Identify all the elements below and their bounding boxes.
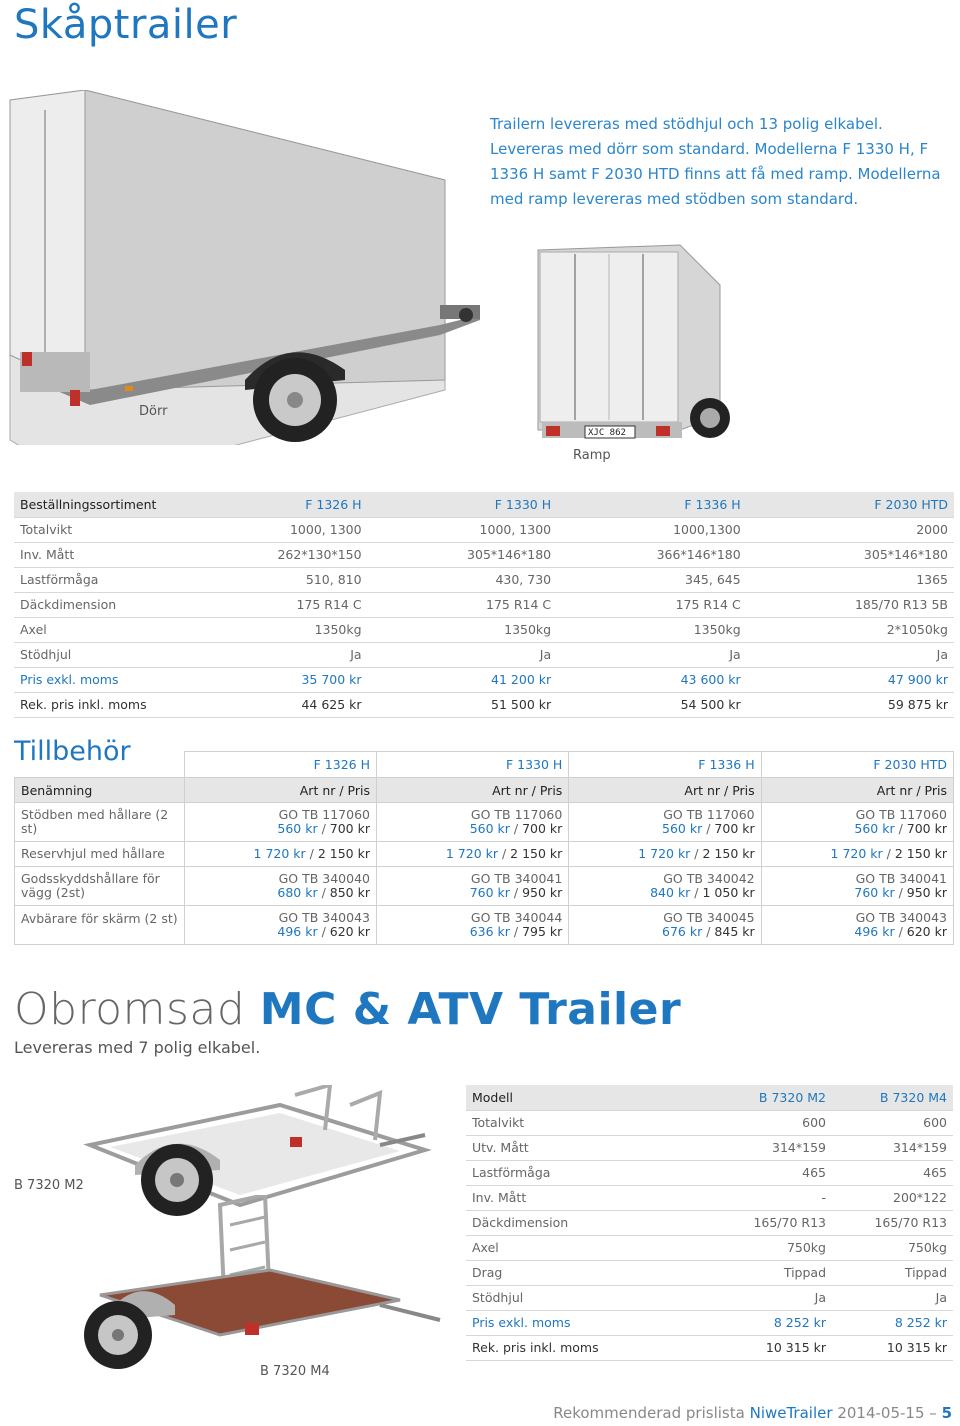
table-cell: 1350kg (368, 617, 558, 642)
spec-header-cell: F 2030 HTD (747, 492, 954, 517)
label-m2: B 7320 M2 (14, 1178, 84, 1193)
accessory-cell: GO TB 340042 840 kr / 1 050 kr (569, 867, 761, 906)
row-label: Utv. Mått (466, 1135, 711, 1160)
table-cell: - (711, 1185, 832, 1210)
art-number: GO TB 340042 (663, 871, 755, 886)
accessory-cell: 1 720 kr / 2 150 kr (761, 842, 953, 867)
row-label: Däckdimension (466, 1210, 711, 1235)
price-a: 840 kr (650, 885, 691, 900)
accessory-name: Avbärare för skärm (2 st) (15, 906, 185, 945)
table-row (14, 542, 954, 567)
price-cell: 44 625 kr (178, 692, 368, 717)
price-b: 620 kr (329, 924, 370, 939)
price-b: 2 150 kr (510, 846, 563, 861)
accessory-cell: GO TB 117060 560 kr / 700 kr (184, 803, 376, 842)
price-b: 845 kr (714, 924, 755, 939)
price-cell: 43 600 kr (557, 667, 747, 692)
accessories-table (14, 751, 954, 945)
table-cell: 175 R14 C (557, 592, 747, 617)
mc-section-title (14, 984, 681, 1035)
table-cell: 1000, 1300 (178, 517, 368, 542)
accessory-cell: GO TB 340043 496 kr / 620 kr (184, 906, 376, 945)
row-label: Axel (14, 617, 178, 642)
caption-ramp: Ramp (573, 448, 611, 463)
spec-header-cell: F 1326 H (178, 492, 368, 517)
price-incl-row (14, 692, 954, 717)
accessory-cell: GO TB 117060 560 kr / 700 kr (761, 803, 953, 842)
row-label: Inv. Mått (466, 1185, 711, 1210)
price-a: 496 kr (854, 924, 895, 939)
accessory-cell: GO TB 117060 560 kr / 700 kr (569, 803, 761, 842)
price-cell: 35 700 kr (178, 667, 368, 692)
header-cell: Art nr / Pris (569, 778, 761, 803)
table-cell: 600 (711, 1110, 832, 1135)
accessory-cell: GO TB 340045 676 kr / 845 kr (569, 906, 761, 945)
mc-trailer-m4-image (40, 1195, 460, 1370)
row-label: Lastförmåga (466, 1160, 711, 1185)
header-cell: Art nr / Pris (184, 778, 376, 803)
spec-header-cell: F 1330 H (368, 492, 558, 517)
table-cell: 305*146*180 (368, 542, 558, 567)
table-cell: 314*159 (711, 1135, 832, 1160)
row-label: Stödhjul (14, 642, 178, 667)
row-label: Totalvikt (14, 517, 178, 542)
price-excl-row (466, 1310, 953, 1335)
accessory-cell: GO TB 340043 496 kr / 620 kr (761, 906, 953, 945)
header-cell: Benämning (15, 778, 185, 803)
table-cell: Ja (747, 642, 954, 667)
row-label: Rek. pris inkl. moms (14, 692, 178, 717)
price-cell: 51 500 kr (368, 692, 558, 717)
row-label: Pris exkl. moms (466, 1310, 711, 1335)
table-row (466, 1260, 953, 1285)
table-cell: Ja (368, 642, 558, 667)
spec-header-row (14, 492, 954, 517)
table-row (466, 1185, 953, 1210)
header-cell: Modell (466, 1085, 711, 1110)
spec-table (14, 492, 954, 718)
price-incl-row (466, 1335, 953, 1360)
table-row (14, 617, 954, 642)
price-a: 676 kr (662, 924, 703, 939)
art-number: GO TB 340041 (855, 871, 947, 886)
art-number: GO TB 117060 (278, 807, 370, 822)
table-cell: 750kg (832, 1235, 953, 1260)
model-header: F 1336 H (569, 752, 761, 778)
model-header: F 1326 H (184, 752, 376, 778)
table-cell: Ja (832, 1285, 953, 1310)
price-cell: 8 252 kr (711, 1310, 832, 1335)
art-number: GO TB 340043 (278, 910, 370, 925)
page-footer (553, 1404, 952, 1422)
model-header: F 1330 H (376, 752, 568, 778)
art-number: GO TB 340040 (278, 871, 370, 886)
price-b: 795 kr (522, 924, 563, 939)
table-cell: 510, 810 (178, 567, 368, 592)
price-a: 1 720 kr (638, 846, 691, 861)
table-cell: 185/70 R13 5B (747, 592, 954, 617)
accessories-header-row (15, 778, 954, 803)
footer-brand: NiweTrailer (749, 1404, 833, 1422)
table-row (466, 1285, 953, 1310)
table-cell: Tippad (711, 1260, 832, 1285)
empty-cell (15, 752, 185, 778)
art-number: GO TB 340045 (663, 910, 755, 925)
price-b: 700 kr (329, 821, 370, 836)
accessories-models-row (15, 752, 954, 778)
table-cell: 200*122 (832, 1185, 953, 1210)
table-cell: 314*159 (832, 1135, 953, 1160)
price-b: 700 kr (906, 821, 947, 836)
art-number: GO TB 340044 (470, 910, 563, 925)
price-cell: 10 315 kr (711, 1335, 832, 1360)
price-b: 850 kr (329, 885, 370, 900)
footer-date: 2014-05-15 (837, 1404, 925, 1422)
table-cell: 305*146*180 (747, 542, 954, 567)
price-b: 2 150 kr (894, 846, 947, 861)
table-cell: 600 (832, 1110, 953, 1135)
table-row (14, 517, 954, 542)
art-number: GO TB 340041 (470, 871, 563, 886)
table-cell: 465 (832, 1160, 953, 1185)
table-cell: 2*1050kg (747, 617, 954, 642)
header-cell: Art nr / Pris (376, 778, 568, 803)
table-row (466, 1135, 953, 1160)
row-label: Pris exkl. moms (14, 667, 178, 692)
accessory-name: Stödben med hållare (2 st) (15, 803, 185, 842)
table-cell: 1350kg (178, 617, 368, 642)
accessory-name: Godsskyddshållare för vägg (2st) (15, 867, 185, 906)
box-trailer-door-image (0, 90, 490, 445)
price-b: 700 kr (714, 821, 755, 836)
price-cell: 8 252 kr (832, 1310, 953, 1335)
table-cell: 1000,1300 (557, 517, 747, 542)
price-cell: 59 875 kr (747, 692, 954, 717)
row-label: Inv. Mått (14, 542, 178, 567)
price-cell: 47 900 kr (747, 667, 954, 692)
table-cell: 165/70 R13 (711, 1210, 832, 1235)
mc-title-light: Obromsad (14, 984, 246, 1035)
table-row (466, 1160, 953, 1185)
row-label: Rek. pris inkl. moms (466, 1335, 711, 1360)
price-excl-row (14, 667, 954, 692)
row-label: Drag (466, 1260, 711, 1285)
table-row (15, 867, 954, 906)
label-m4: B 7320 M4 (260, 1364, 330, 1379)
accessories-title: Tillbehör (14, 736, 131, 767)
model-header: F 2030 HTD (761, 752, 953, 778)
price-cell: 54 500 kr (557, 692, 747, 717)
footer-text: Rekommenderad prislista (553, 1404, 745, 1422)
art-number: GO TB 117060 (470, 807, 563, 822)
accessory-cell: 1 720 kr / 2 150 kr (184, 842, 376, 867)
price-a: 560 kr (277, 821, 318, 836)
table-cell: Ja (557, 642, 747, 667)
header-cell: Art nr / Pris (761, 778, 953, 803)
accessory-name: Reservhjul med hållare (15, 842, 185, 867)
price-b: 1 050 kr (702, 885, 755, 900)
price-a: 760 kr (854, 885, 895, 900)
accessory-cell: GO TB 117060 560 kr / 700 kr (376, 803, 568, 842)
footer-separator: – (929, 1404, 937, 1422)
price-b: 950 kr (522, 885, 563, 900)
header-cell: B 7320 M4 (832, 1085, 953, 1110)
table-row (14, 592, 954, 617)
art-number: GO TB 117060 (663, 807, 755, 822)
intro-text: Trailern levereras med stödhjul och 13 polig elkabel. Levereras med dörr som standard. Modellerna F 1330 H, F 1336 H samt F 2030 HTD finns att få med ramp. Modellerna med ramp levereras med stödben som standard. (490, 115, 941, 208)
table-cell: Ja (178, 642, 368, 667)
caption-door: Dörr (139, 404, 168, 419)
art-number: GO TB 117060 (855, 807, 947, 822)
mc-title-bold: MC & ATV Trailer (259, 984, 682, 1035)
table-cell: 430, 730 (368, 567, 558, 592)
accessory-cell: GO TB 340040 680 kr / 850 kr (184, 867, 376, 906)
price-a: 636 kr (469, 924, 510, 939)
price-b: 2 150 kr (317, 846, 370, 861)
table-cell: 1365 (747, 567, 954, 592)
table-row (14, 567, 954, 592)
table-cell: 750kg (711, 1235, 832, 1260)
table-cell: 262*130*150 (178, 542, 368, 567)
price-cell: 41 200 kr (368, 667, 558, 692)
table-cell: Ja (711, 1285, 832, 1310)
row-label: Axel (466, 1235, 711, 1260)
table-row (15, 803, 954, 842)
table-row (14, 642, 954, 667)
license-plate: XJC 862 (588, 428, 626, 438)
price-a: 560 kr (469, 821, 510, 836)
price-b: 620 kr (906, 924, 947, 939)
table-cell: 1000, 1300 (368, 517, 558, 542)
table-cell: 2000 (747, 517, 954, 542)
row-label: Däckdimension (14, 592, 178, 617)
mc-subtitle: Levereras med 7 polig elkabel. (14, 1038, 261, 1057)
row-label: Totalvikt (466, 1110, 711, 1135)
price-a: 680 kr (277, 885, 318, 900)
row-label: Lastförmåga (14, 567, 178, 592)
row-label: Stödhjul (466, 1285, 711, 1310)
table-cell: 1350kg (557, 617, 747, 642)
price-a: 560 kr (854, 821, 895, 836)
price-a: 1 720 kr (445, 846, 498, 861)
price-a: 1 720 kr (830, 846, 883, 861)
accessory-cell: GO TB 340044 636 kr / 795 kr (376, 906, 568, 945)
table-row (15, 906, 954, 945)
price-a: 496 kr (277, 924, 318, 939)
table-row (466, 1235, 953, 1260)
table-row (15, 842, 954, 867)
mc-spec-table (466, 1085, 953, 1361)
page-title: Skåptrailer (14, 2, 238, 48)
table-cell: Tippad (832, 1260, 953, 1285)
spec-header-cell: Beställningssortiment (14, 492, 178, 517)
accessory-cell: GO TB 340041 760 kr / 950 kr (376, 867, 568, 906)
header-cell: B 7320 M2 (711, 1085, 832, 1110)
price-b: 950 kr (906, 885, 947, 900)
table-row (466, 1110, 953, 1135)
spec-header-cell: F 1336 H (557, 492, 747, 517)
art-number: GO TB 340043 (855, 910, 947, 925)
price-b: 2 150 kr (702, 846, 755, 861)
box-trailer-ramp-image (530, 240, 730, 445)
price-a: 760 kr (469, 885, 510, 900)
table-cell: 175 R14 C (368, 592, 558, 617)
table-cell: 465 (711, 1160, 832, 1185)
accessory-cell: 1 720 kr / 2 150 kr (569, 842, 761, 867)
price-a: 560 kr (662, 821, 703, 836)
table-row (466, 1210, 953, 1235)
table-cell: 366*146*180 (557, 542, 747, 567)
accessory-cell: 1 720 kr / 2 150 kr (376, 842, 568, 867)
accessory-cell: GO TB 340041 760 kr / 950 kr (761, 867, 953, 906)
price-a: 1 720 kr (253, 846, 306, 861)
price-b: 700 kr (522, 821, 563, 836)
table-cell: 345, 645 (557, 567, 747, 592)
mc-header-row (466, 1085, 953, 1110)
table-cell: 175 R14 C (178, 592, 368, 617)
page-number: 5 (941, 1404, 952, 1422)
table-cell: 165/70 R13 (832, 1210, 953, 1235)
price-cell: 10 315 kr (832, 1335, 953, 1360)
